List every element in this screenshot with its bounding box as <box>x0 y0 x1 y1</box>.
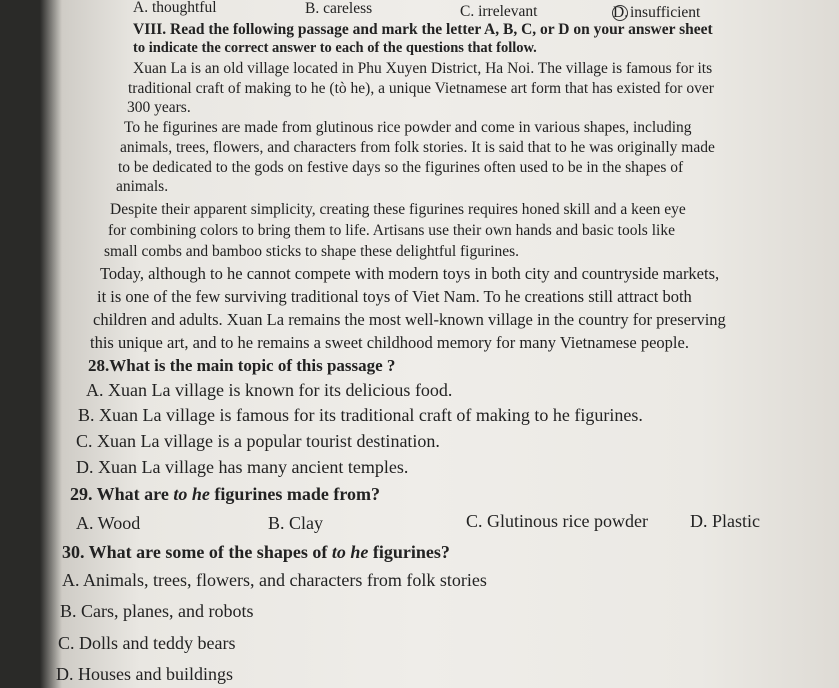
passage-p2-line-3: to be dedicated to the gods on festive days so the figurines often used to be in the shapes of <box>118 159 684 176</box>
q30-option-b: B. Cars, planes, and robots <box>60 601 254 621</box>
q30-option-d: D. Houses and buildings <box>56 664 233 684</box>
passage-p4-line-3: children and adults. Xuan La remains the most well-known village in the country for preserving <box>93 310 726 329</box>
passage-p3-line-3: small combs and bamboo sticks to shape these delightful figurines. <box>104 243 519 260</box>
q27-option-c: C. irrelevant <box>460 3 538 20</box>
passage-p3-line-2: for combining colors to bring them to life. Artisans use their own hands and basic tools like <box>108 222 675 239</box>
q28-option-c: C. Xuan La village is a popular tourist destination. <box>76 431 440 451</box>
q29-question-post: figurines made from? <box>209 484 381 504</box>
q29-question-pre: 29. What are <box>70 484 174 504</box>
passage-p2-line-1: To he figurines are made from glutinous rice powder and come in various shapes, including <box>124 119 692 136</box>
q29-option-b: B. Clay <box>268 513 324 533</box>
q27-option-d-text: insufficient <box>630 4 701 21</box>
section-title-continued: to indicate the correct answer to each of the questions that follow. <box>133 40 537 56</box>
q29-question <box>70 485 380 503</box>
q28-option-d: D. Xuan La village has many ancient temples. <box>76 457 409 477</box>
q29-question-italic: to he <box>173 484 210 504</box>
q28-option-b: B. Xuan La village is famous for its traditional craft of making to he figurines. <box>78 405 643 425</box>
q30-option-c: C. Dolls and teddy bears <box>58 633 236 653</box>
passage-p2-line-2: animals, trees, flowers, and characters from folk stories. It is said that to he was originally made <box>120 139 715 156</box>
q30-question-post: figurines? <box>368 542 450 562</box>
passage-p1-line-3: 300 years. <box>127 99 191 116</box>
q29-option-d: D. Plastic <box>690 511 760 531</box>
q27-option-d <box>612 5 700 21</box>
passage-p4-line-4: this unique art, and to he remains a sweet childhood memory for many Vietnamese people. <box>90 333 689 352</box>
passage-p2-line-4: animals. <box>116 178 169 195</box>
passage-p3-line-1: Despite their apparent simplicity, creating these figurines requires honed skill and a keen eye <box>110 201 686 218</box>
q27-option-b: B. careless <box>305 0 373 17</box>
passage-p4-line-2: it is one of the few surviving traditional toys of Viet Nam. To he creations still attract both <box>97 287 692 306</box>
q27-option-a: A. thoughtful <box>133 0 217 16</box>
q29-option-a: A. Wood <box>76 513 141 533</box>
q30-question <box>62 543 450 561</box>
passage-p4-line-1: Today, although to he cannot compete with modern toys in both city and countryside markets, <box>100 264 720 283</box>
q28-option-a: A. Xuan La village is known for its delicious food. <box>86 380 453 400</box>
passage-p1-line-2: traditional craft of making to he (tò he), a unique Vietnamese art form that has existed for over <box>128 80 714 97</box>
circled-answer-mark: D. <box>613 4 629 21</box>
q30-question-italic: to he <box>331 542 369 562</box>
q30-option-a: A. Animals, trees, flowers, and characters from folk stories <box>62 570 487 590</box>
q29-option-c: C. Glutinous rice powder <box>466 511 648 531</box>
q30-question-pre: 30. What are some of the shapes of <box>62 542 332 562</box>
passage-p1-line-1: Xuan La is an old village located in Phu Xuyen District, Ha Noi. The village is famous for its <box>133 60 713 77</box>
section-title: VIII. Read the following passage and mark the letter A, B, C, or D on your answer sheet <box>133 21 713 38</box>
q28-question: 28.What is the main topic of this passage ? <box>88 356 396 375</box>
